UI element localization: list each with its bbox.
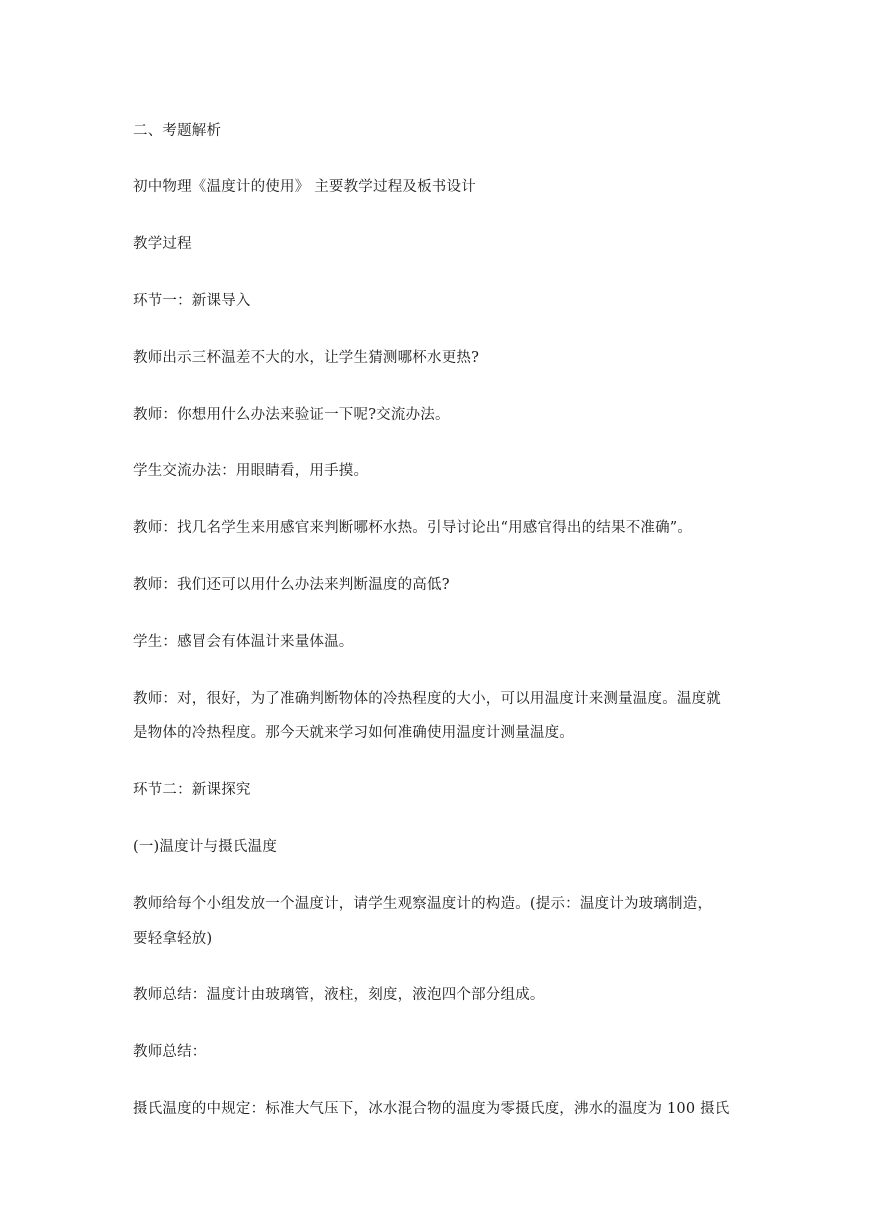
subheading-part-one: (一)温度计与摄氏温度 <box>133 839 278 855</box>
paragraph: 摄氏温度的中规定：标准大气压下，冰水混合物的温度为零摄氏度，沸水的温度为 100 摄氏 <box>133 1101 730 1117</box>
paragraph: 教师出示三杯温差不大的水，让学生猜测哪杯水更热? <box>133 350 480 366</box>
lesson-title: 初中物理《温度计的使用》 主要教学过程及板书设计 <box>133 179 476 195</box>
paragraph: 教师总结： <box>133 1044 207 1060</box>
paragraph: 教师：你想用什么办法来验证一下呢?交流办法。 <box>133 407 450 423</box>
subheading-stage-two: 环节二：新课探究 <box>133 782 251 798</box>
paragraph-continuation: 是物体的冷热程度。那今天就来学习如何准确使用温度计测量温度。 <box>133 725 574 741</box>
paragraph: 学生交流办法：用眼睛看，用手摸。 <box>133 463 369 479</box>
paragraph: 教师总结：温度计由玻璃管，液柱，刻度，液泡四个部分组成。 <box>133 987 545 1003</box>
paragraph: 教师：找几名学生来用感官来判断哪杯水热。引导讨论出“用感官得出的结果不准确”。 <box>133 520 693 536</box>
paragraph-continuation: 要轻拿轻放) <box>133 931 213 947</box>
subheading-teaching-process: 教学过程 <box>133 236 192 252</box>
paragraph: 教师：我们还可以用什么办法来判断温度的高低? <box>133 577 450 593</box>
subheading-stage-one: 环节一：新课导入 <box>133 293 251 309</box>
paragraph: 教师给每个小组发放一个温度计，请学生观察温度计的构造。(提示：温度计为玻璃制造， <box>133 896 713 912</box>
paragraph: 学生：感冒会有体温计来量体温。 <box>133 634 354 650</box>
paragraph: 教师：对，很好，为了准确判断物体的冷热程度的大小，可以用温度计来测量温度。温度就 <box>133 691 721 707</box>
section-heading: 二、考题解析 <box>133 123 222 139</box>
